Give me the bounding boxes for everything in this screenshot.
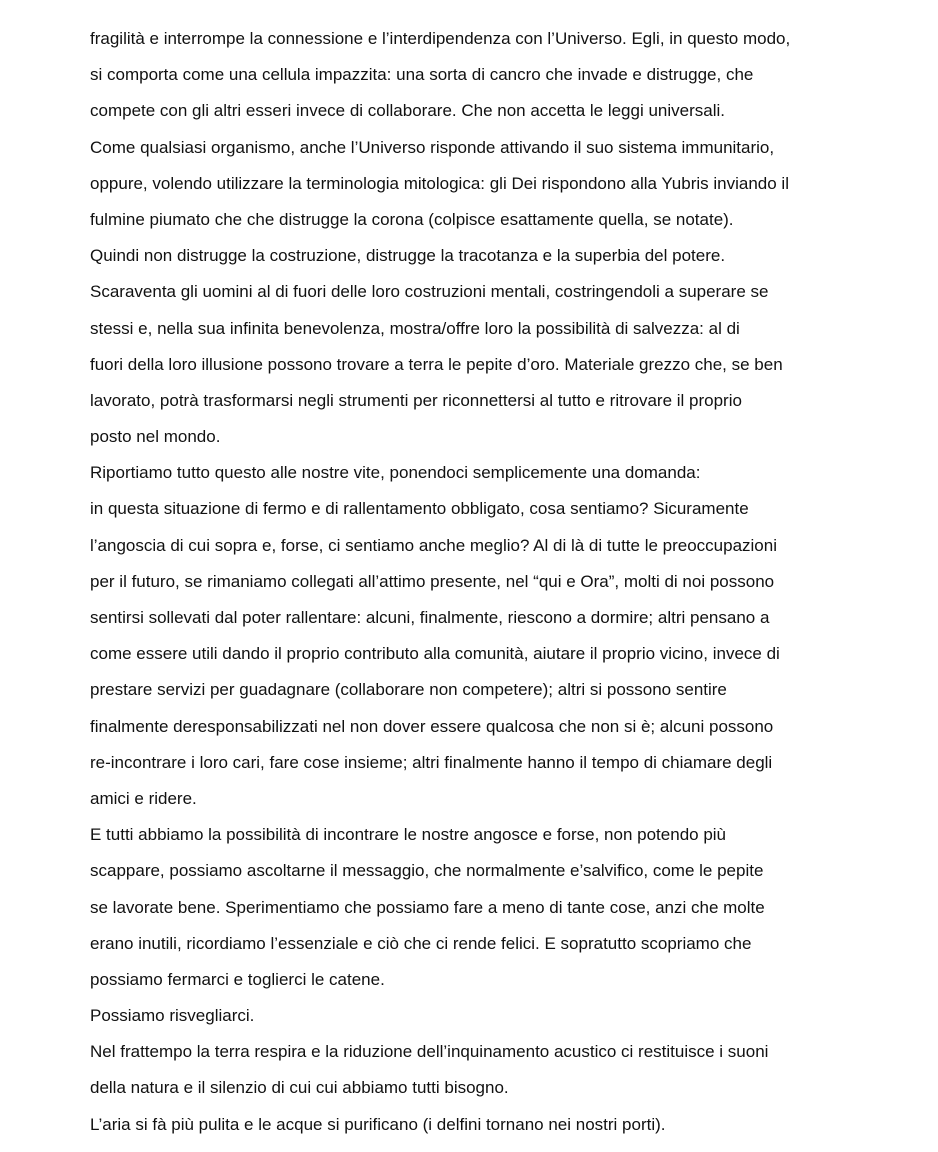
text-line: l’angoscia di cui sopra e, forse, ci sentiamo anche meglio? Al di là di tutte le preoccupazioni: [90, 535, 777, 555]
text-line: posto nel mondo.: [90, 427, 221, 447]
text-line: Quindi non distrugge la costruzione, distrugge la tracotanza e la superbia del potere.: [90, 246, 726, 266]
text-line: come essere utili dando il proprio contributo alla comunità, aiutare il proprio vicino, invece di: [90, 644, 780, 664]
text-line: Come qualsiasi organismo, anche l’Universo risponde attivando il suo sistema immunitario,: [90, 137, 775, 157]
text-line: compete con gli altri esseri invece di collaborare. Che non accetta le leggi universali.: [90, 101, 726, 121]
text-line: in questa situazione di fermo e di rallentamento obbligato, cosa sentiamo? Sicuramente: [90, 499, 749, 519]
text-line: stessi e, nella sua infinita benevolenza, mostra/offre loro la possibilità di salvezza: al di: [90, 318, 740, 338]
text-line: possiamo fermarci e toglierci le catene.: [90, 969, 385, 989]
text-line: amici e ridere.: [90, 788, 197, 808]
text-line: fuori della loro illusione possono trovare a terra le pepite d’oro. Materiale grezzo che, se ben: [90, 354, 783, 374]
text-line: Possiamo risvegliarci.: [90, 1006, 255, 1026]
text-line: re-incontrare i loro cari, fare cose insieme; altri finalmente hanno il tempo di chiamare degli: [90, 752, 773, 772]
text-line: si comporta come una cellula impazzita: una sorta di cancro che invade e distrugge, che: [90, 65, 754, 85]
text-line: Riportiamo tutto questo alle nostre vite, ponendoci semplicemente una domanda:: [90, 463, 701, 483]
text-line: se lavorate bene. Sperimentiamo che possiamo fare a meno di tante cose, anzi che molte: [90, 897, 765, 917]
text-line: oppure, volendo utilizzare la terminologia mitologica: gli Dei rispondono alla Yubris inviando il: [90, 173, 789, 193]
text-line: della natura e il silenzio di cui cui abbiamo tutti bisogno.: [90, 1078, 509, 1098]
text-line: lavorato, potrà trasformarsi negli strumenti per riconnettersi al tutto e ritrovare il proprio: [90, 390, 742, 410]
text-line: erano inutili, ricordiamo l’essenziale e ciò che ci rende felici. E sopratutto scopriamo che: [90, 933, 752, 953]
text-line: Scaraventa gli uomini al di fuori delle loro costruzioni mentali, costringendoli a superare se: [90, 282, 769, 302]
text-line: finalmente deresponsabilizzati nel non dover essere qualcosa che non si è; alcuni possono: [90, 716, 774, 736]
text-line: L’aria si fà più pulita e le acque si purificano (i delfini tornano nei nostri porti).: [90, 1114, 666, 1134]
text-line: E tutti abbiamo la possibilità di incontrare le nostre angosce e forse, non potendo più: [90, 825, 727, 845]
body-text: [90, 21, 870, 1143]
text-line: sentirsi sollevati dal poter rallentare: alcuni, finalmente, riescono a dormire; altri pensano a: [90, 608, 770, 627]
text-line: fulmine piumato che che distrugge la corona (colpisce esattamente quella, se notate).: [90, 209, 734, 229]
text-line: prestare servizi per guadagnare (collaborare non competere); altri si possono sentire: [90, 680, 727, 700]
text-line: Nel frattempo la terra respira e la riduzione dell’inquinamento acustico ci restituisce i suoni: [90, 1042, 769, 1062]
text-line: per il futuro, se rimaniamo collegati all’attimo presente, nel “qui e Ora”, molti di noi possono: [90, 571, 775, 591]
text-line: fragilità e interrompe la connessione e l’interdipendenza con l’Universo. Egli, in questo modo,: [90, 29, 791, 48]
text-line: scappare, possiamo ascoltarne il messaggio, che normalmente e’salvifico, come le pepite: [90, 861, 764, 881]
